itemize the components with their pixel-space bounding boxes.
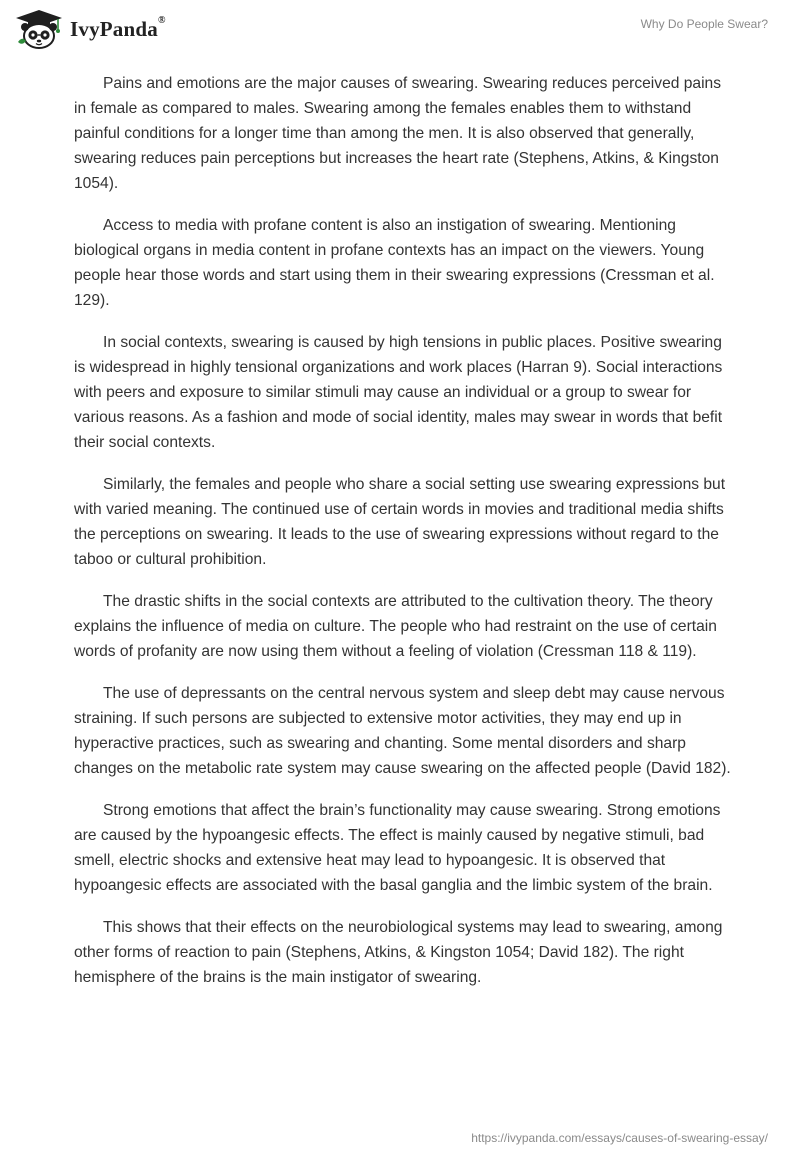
paragraph: This shows that their effects on the neurobiological systems may lead to swearing, among other forms of reaction to pain (Stephens, Atkins, & Kingston 1054; David 182). The right hemisphere of the brains is the main instigator of swearing.	[74, 919, 723, 986]
essay-body	[74, 71, 734, 1007]
paragraph: Strong emotions that affect the brain’s functionality may cause swearing. Strong emotions are caused by the hypoangesic effects. The effect is mainly caused by negative stimuli, bad smell, electric shocks and extensive heat may lead to hypoangesic. It is observed that hypoangesic effects are associated with the basal ganglia and the limbic system of the brain.	[74, 802, 721, 894]
registered-mark: ®	[157, 14, 166, 26]
paragraph: Similarly, the females and people who share a social setting use swearing expressions but with varied meaning. The continued use of certain words in movies and traditional media shifts the perceptions on swearing. It leads to the use of swearing expressions without regard to the taboo or cultural prohibition.	[74, 476, 726, 568]
document-title: Why Do People Swear?	[640, 17, 768, 31]
paragraph: In social contexts, swearing is caused by high tensions in public places. Positive swearing is widespread in highly tensional organizations and work places (Harran 9). Social interactions with peers and exposure to similar stimuli may cause an individual or a group to swear for various reasons. As a fashion and mode of social identity, males may swear in words that befit their social contexts.	[74, 334, 723, 451]
brand-name: IvyPanda®	[70, 14, 166, 41]
logo[interactable]	[14, 8, 166, 50]
paragraph: Access to media with profane content is also an instigation of swearing. Mentioning biological organs in media content in profane contexts has an impact on the viewers. Young people hear those words and start using them in their swearing expressions (Cressman et al. 129).	[74, 217, 715, 309]
page-header	[0, 0, 800, 60]
source-url[interactable]: https://ivypanda.com/essays/causes-of-swearing-essay/	[471, 1131, 768, 1145]
paragraph: The drastic shifts in the social contexts are attributed to the cultivation theory. The theory explains the influence of media on culture. The people who had restraint on the use of certain words of profanity are now using them without a feeling of violation (Cressman 118 & 119).	[74, 593, 717, 660]
paragraph: The use of depressants on the central nervous system and sleep debt may cause nervous straining. If such persons are subjected to extensive motor activities, they may end up in hyperactive practices, such as swearing and chanting. Some mental disorders and sharp changes on the metabolic rate system may cause swearing on the affected people (David 182).	[74, 685, 731, 777]
paragraph: Pains and emotions are the major causes of swearing. Swearing reduces perceived pains in female as compared to males. Swearing among the females enables them to withstand painful conditions for a longer time than among the men. It is also observed that generally, swearing reduces pain perceptions but increases the heart rate (Stephens, Atkins, & Kingston 1054).	[74, 75, 722, 192]
panda-graduate-icon	[14, 8, 64, 50]
